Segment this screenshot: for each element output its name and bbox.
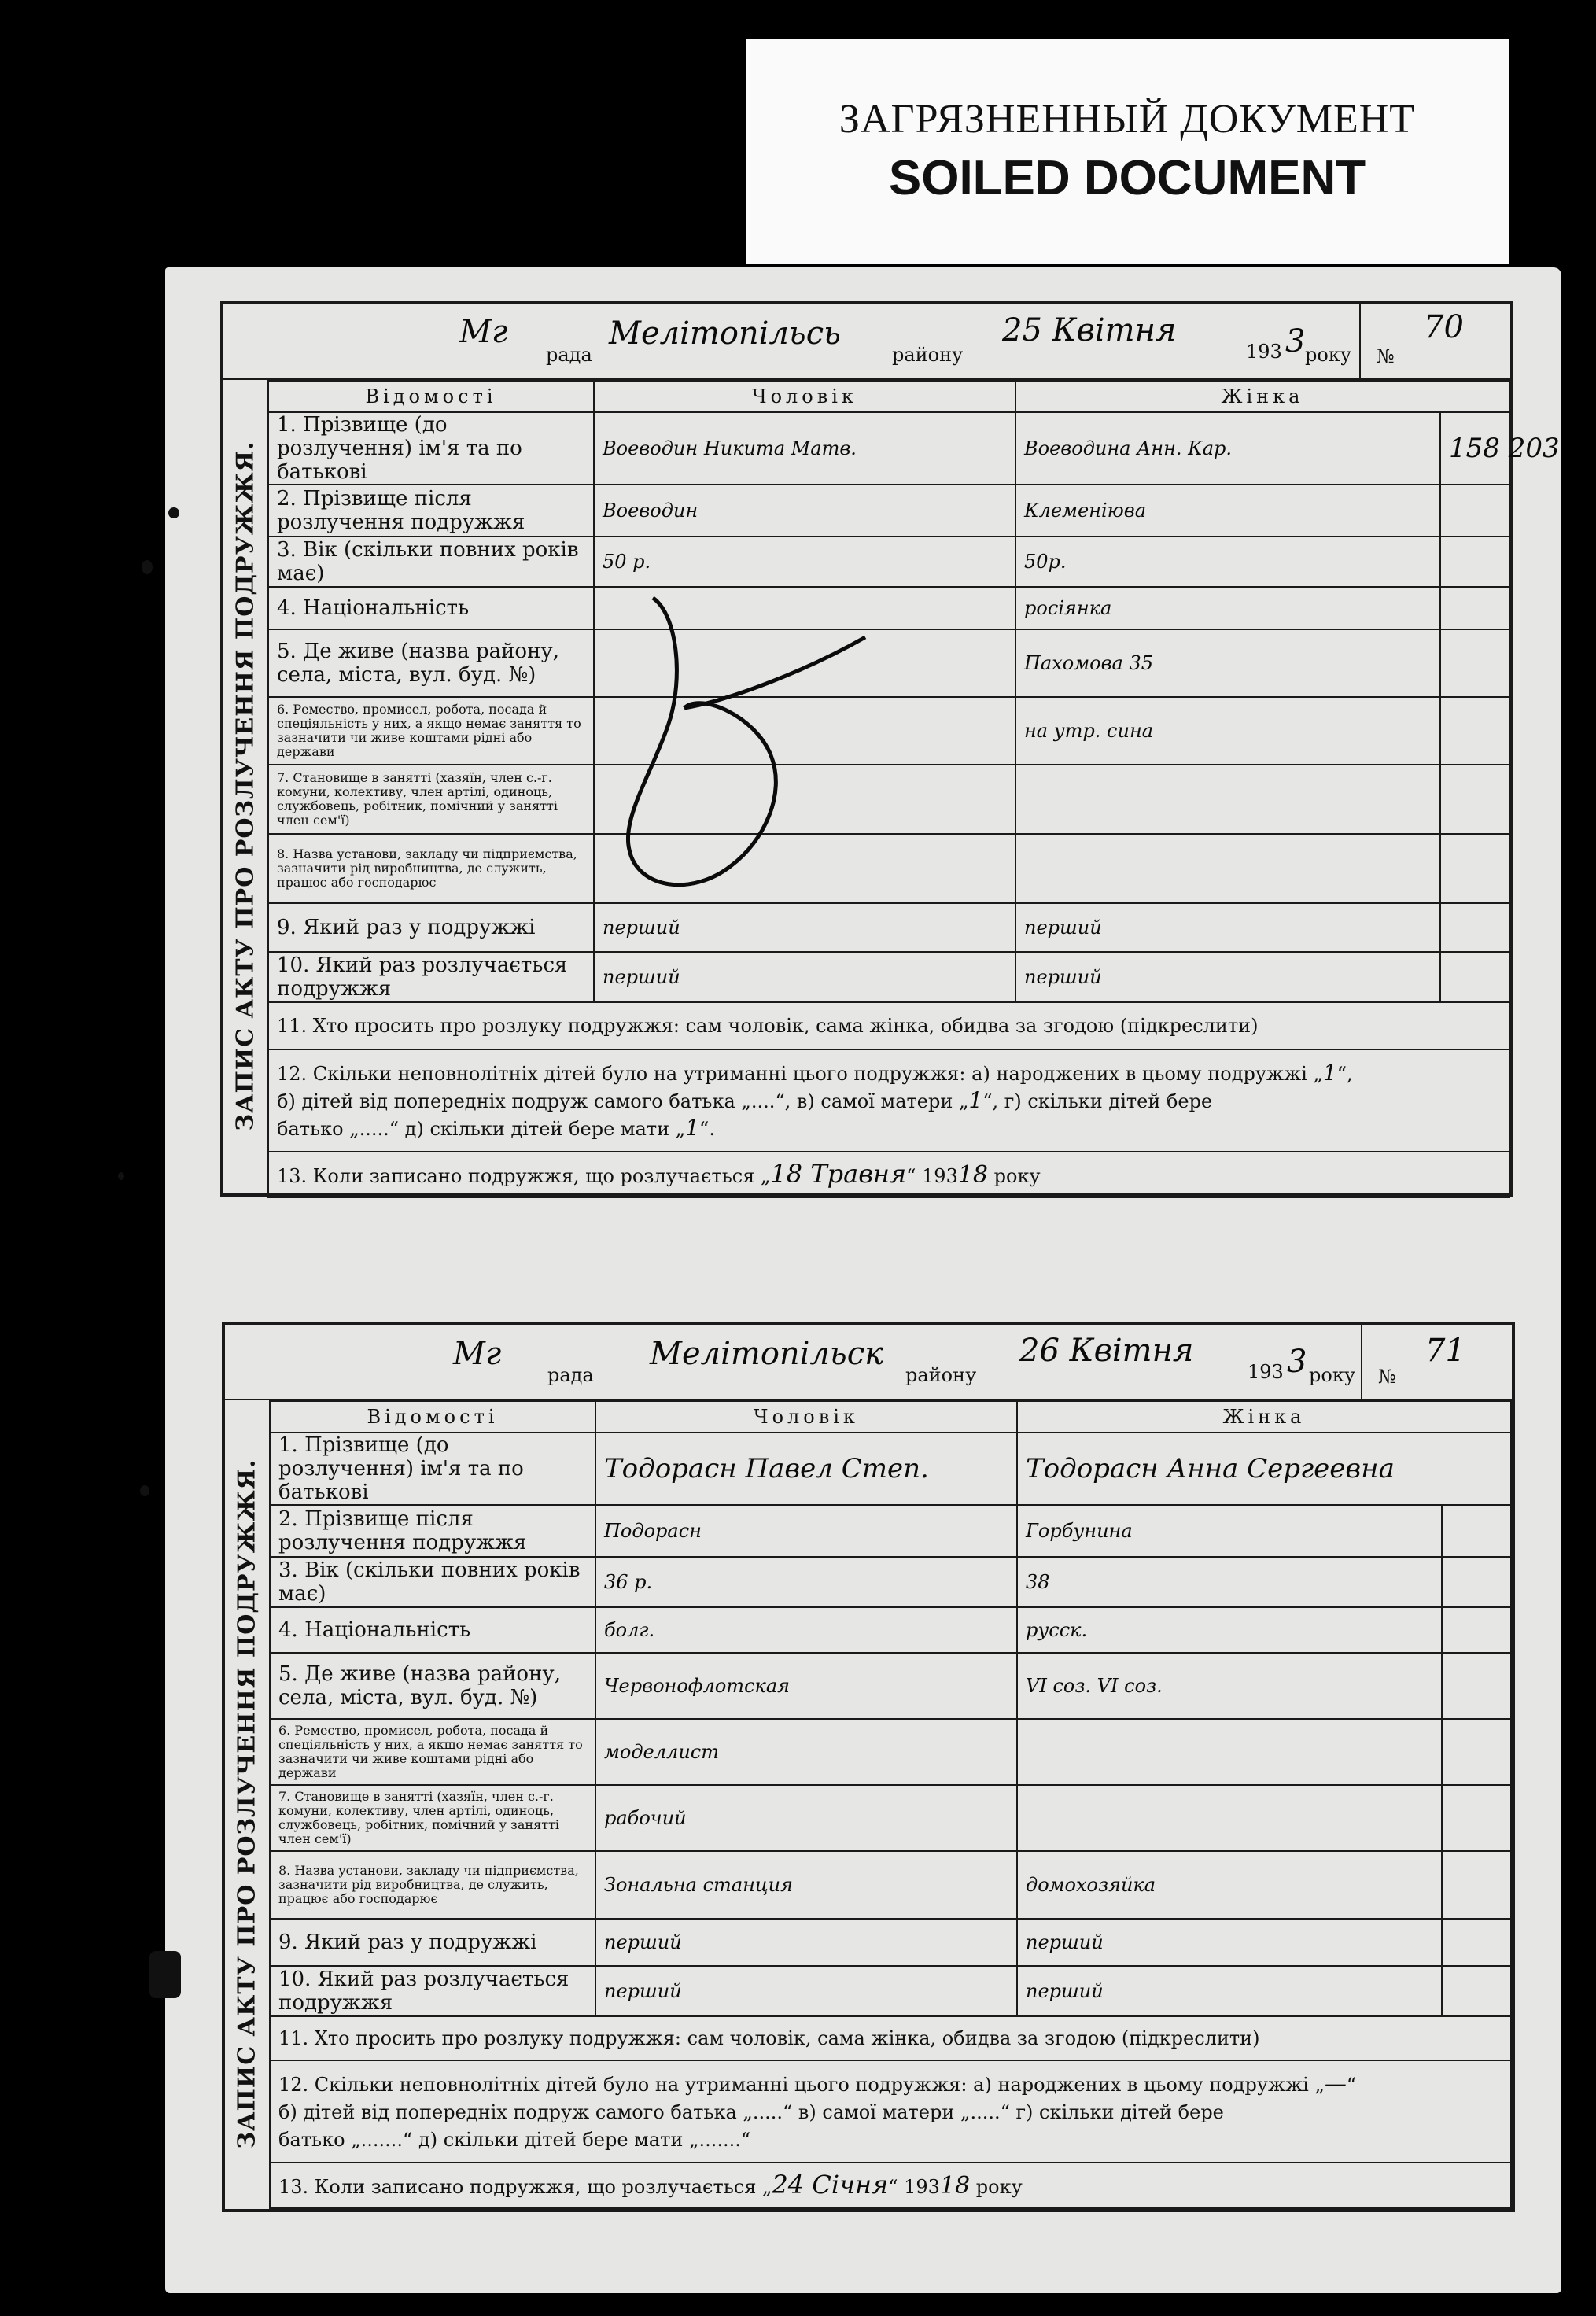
row-11-requester: 11. Хто просить про розлуку подружжя: сам чоловік, сама жінка, обидва за згодою (підкреслити) — [270, 2016, 1511, 2060]
table-row — [270, 2060, 1511, 2163]
row-label: 7. Становище в занятті (хазяїн, член с.-г. комуни, колективу, член артілі, одиноць, службовець, робітник, помічний у занятті член сем'ї) — [268, 765, 594, 834]
margin-cell — [1442, 1653, 1511, 1719]
row-label: 2. Прізвище після розлучення подружжя — [270, 1505, 595, 1557]
row-label: 1. Прізвище (до розлучення) ім'я та по батькові — [270, 1433, 595, 1505]
table-row — [270, 1653, 1511, 1719]
table-header-row — [270, 1401, 1511, 1433]
rada-value: Мг — [459, 314, 508, 350]
children-label-d: г) скільки дітей бере — [1015, 2100, 1224, 2123]
man-value: Тодорасн Павел Степ. — [595, 1433, 1017, 1505]
man-value: рабочий — [595, 1785, 1017, 1851]
margin-cell — [1440, 587, 1509, 629]
record-number: 71 — [1425, 1333, 1465, 1369]
stamp-russian-text: ЗАГРЯЗНЕННЫЙ ДОКУМЕНТ — [839, 97, 1416, 142]
record-number-box — [1359, 304, 1510, 378]
table-row — [270, 1966, 1511, 2016]
married-roku: року — [975, 2175, 1023, 2198]
cancellation-scribble — [606, 582, 873, 913]
table-row — [268, 587, 1509, 629]
table-header-row — [268, 381, 1509, 412]
woman-value: Горбунина — [1017, 1505, 1442, 1557]
stamp-english-text: SOILED DOCUMENT — [888, 151, 1366, 205]
woman-value: перший — [1017, 1966, 1442, 2016]
children-label-e: батько — [277, 1117, 344, 1140]
number-sign: № — [1377, 345, 1395, 367]
table-row — [270, 1851, 1511, 1919]
side-title-text: ЗАПИС АКТУ ПРО РОЗЛУЧЕННЯ ПОДРУЖЖЯ. — [233, 1459, 261, 2149]
woman-value: Пахомова 35 — [1015, 629, 1440, 697]
table-row — [268, 629, 1509, 697]
row-label: 6. Ремество, промисел, робота, посада й спеціяльність у них, а якщо немає заняття то зазначити чи живе коштами рідні або держави — [268, 697, 594, 765]
woman-value: Тодорасн Анна Сергеевна — [1017, 1433, 1511, 1505]
record-body — [225, 1400, 1512, 2207]
year-digit: 3 — [1285, 323, 1306, 360]
number-sign: № — [1378, 1366, 1396, 1388]
table-row — [268, 537, 1509, 587]
record-number-box — [1361, 1325, 1512, 1399]
margin-cell — [1440, 697, 1509, 765]
row-label: 6. Ремество, промисел, робота, посада й спеціяльність у них, а якщо немає заняття то зазначити чи живе коштами рідні або держави — [270, 1719, 595, 1785]
row-label: 3. Вік (скільки повних років має) — [268, 537, 594, 587]
row-13-married: 13. Коли записано подружжя, що розлучається „24 Січня“ 19318 року — [270, 2163, 1511, 2208]
margin-cell — [1440, 765, 1509, 834]
man-value: Червонофлотская — [595, 1653, 1017, 1719]
woman-value: Воеводина Анн. Кар. — [1015, 412, 1440, 485]
year-prefix: 193 — [1248, 1361, 1284, 1383]
row-label: 10. Який раз розлучається подружжя — [270, 1966, 595, 2016]
table-row — [268, 485, 1509, 537]
margin-note: 158 203 — [1449, 433, 1560, 464]
table-row — [270, 2016, 1511, 2060]
record-header-line — [223, 304, 1510, 380]
ink-speck — [168, 507, 179, 518]
roku-label: року — [1305, 344, 1351, 366]
margin-cell — [1440, 412, 1560, 485]
rada-value: Мг — [453, 1336, 502, 1372]
children-this-marriage: — — [1324, 2070, 1347, 2097]
table-row — [268, 1002, 1509, 1049]
man-value: 50 р. — [594, 537, 1015, 587]
margin-cell — [1442, 1966, 1511, 2016]
side-title — [223, 380, 269, 1192]
woman-value: на утр. сина — [1015, 697, 1440, 765]
side-title — [225, 1400, 271, 2207]
row-12-children: 12. Скільки неповнолітніх дітей було на утриманні цього подружжя: а) народжених в цьому подружжі „1“, б) дітей від попередніх подруж самого батька „....“, в) самої матери „1“, г) скільки дітей бере батько „.....“ д) скільки дітей бере мати „1“. — [268, 1049, 1509, 1152]
row-label: 4. Національність — [270, 1607, 595, 1653]
margin-cell — [1442, 1607, 1511, 1653]
record-table — [269, 1400, 1512, 2209]
table-row — [270, 2163, 1511, 2208]
margin-cell — [1442, 1719, 1511, 1785]
record-header-line — [225, 1325, 1512, 1400]
married-label: 13. Коли записано подружжя, що розлучається — [277, 1164, 755, 1187]
man-value: Воеводин — [594, 485, 1015, 537]
soiled-document-stamp — [746, 39, 1509, 264]
children-label-c: в) самої матери — [796, 1090, 953, 1112]
table-row — [268, 952, 1509, 1002]
children-label-a: 12. Скільки неповнолітніх дітей було на утриманні цього подружжя: а) народжених в цьому подружжі — [278, 2073, 1309, 2096]
children-label-b: б) дітей від попередніх подруж самого батька — [278, 2100, 737, 2123]
margin-cell — [1440, 629, 1509, 697]
rayon-label: району — [905, 1364, 977, 1386]
married-year-prefix: 193 — [904, 2175, 940, 2198]
woman-value: 38 — [1017, 1557, 1442, 1607]
row-label: 7. Становище в занятті (хазяїн, член с.-г. комуни, колективу, член артілі, одиноць, службовець, робітник, помічний у занятті член сем'ї) — [270, 1785, 595, 1851]
woman-value: Клеменіюва — [1015, 485, 1440, 537]
man-value: Зональна станция — [595, 1851, 1017, 1919]
row-label: 2. Прізвище після розлучення подружжя — [268, 485, 594, 537]
table-row — [270, 1785, 1511, 1851]
married-year-prefix: 193 — [922, 1164, 958, 1187]
rayon-value: Мелітопільск — [650, 1336, 883, 1372]
row-label: 9. Який раз у подружжі — [268, 903, 594, 952]
table-row — [268, 1152, 1509, 1197]
married-date: 18 Травня — [770, 1158, 907, 1189]
children-label-f: д) скільки дітей бере мати — [418, 2128, 684, 2151]
margin-cell — [1442, 1919, 1511, 1966]
woman-value: перший — [1015, 903, 1440, 952]
woman-value: 50р. — [1015, 537, 1440, 587]
punch-hole — [149, 1951, 181, 1998]
woman-value — [1017, 1785, 1442, 1851]
margin-cell — [1440, 903, 1509, 952]
record-date: 25 Квітня — [1002, 312, 1177, 349]
col-header-info: Відомості — [270, 1401, 595, 1433]
row-label: 8. Назва установи, закладу чи підприємства, зазначити рід виробництва, де служить, працює або господарює — [268, 834, 594, 903]
woman-value — [1015, 834, 1440, 903]
married-date: 24 Січня — [772, 2169, 889, 2200]
children-label-a: 12. Скільки неповнолітніх дітей було на утриманні цього подружжя: а) народжених в цьому подружжі — [277, 1062, 1307, 1085]
margin-cell — [1440, 485, 1509, 537]
margin-cell — [1440, 537, 1509, 587]
table-row — [268, 834, 1509, 903]
man-value: Подорасн — [595, 1505, 1017, 1557]
table-row — [270, 1433, 1511, 1505]
man-value: перший — [594, 952, 1015, 1002]
table-row — [270, 1719, 1511, 1785]
margin-cell — [1442, 1505, 1511, 1557]
ink-speck — [140, 1485, 149, 1496]
married-roku: року — [993, 1164, 1041, 1187]
row-label: 8. Назва установи, закладу чи підприємства, зазначити рід виробництва, де служить, працює або господарює — [270, 1851, 595, 1919]
table-row — [270, 1505, 1511, 1557]
table-row — [268, 765, 1509, 834]
row-12-children: 12. Скільки неповнолітніх дітей було на утриманні цього подружжя: а) народжених в цьому подружжі „—“ б) дітей від попередніх подруж самого батька „.....“ в) самої матери „.....“ г) скільки дітей бере батько „.......“ д) скільки дітей бере мати „.......“ — [270, 2060, 1511, 2163]
col-header-info: Відомості — [268, 381, 594, 412]
married-label: 13. Коли записано подружжя, що розлучається — [278, 2175, 757, 2198]
col-header-man: Чоловік — [595, 1401, 1017, 1433]
table-row — [268, 1049, 1509, 1152]
married-year: 18 — [957, 1160, 989, 1189]
man-value: перший — [595, 1966, 1017, 2016]
ink-speck — [142, 560, 153, 574]
rayon-value: Мелітопільсь — [609, 315, 841, 352]
row-label: 4. Національність — [268, 587, 594, 629]
record-table — [267, 380, 1560, 1198]
man-value: болг. — [595, 1607, 1017, 1653]
man-value: моделлист — [595, 1719, 1017, 1785]
table-row — [268, 412, 1509, 485]
rayon-label: району — [892, 344, 964, 366]
year-prefix: 193 — [1246, 341, 1282, 363]
row-label: 1. Прізвище (до розлучення) ім'я та по батькові — [268, 412, 594, 485]
side-title-text: ЗАПИС АКТУ ПРО РОЗЛУЧЕННЯ ПОДРУЖЖЯ. — [231, 441, 260, 1131]
children-label-e: батько — [278, 2128, 345, 2151]
mother-takes: 1 — [685, 1114, 700, 1141]
woman-value — [1015, 765, 1440, 834]
married-year: 18 — [939, 2171, 971, 2200]
rada-label: рада — [546, 344, 592, 366]
table-row — [270, 1557, 1511, 1607]
woman-value: русск. — [1017, 1607, 1442, 1653]
children-label-b: б) дітей від попередніх подруж самого батька — [277, 1090, 735, 1112]
woman-value: перший — [1017, 1919, 1442, 1966]
row-label: 5. Де живе (назва району, села, міста, вул. буд. №) — [268, 629, 594, 697]
rada-label: рада — [547, 1364, 594, 1386]
ink-speck — [118, 1172, 124, 1180]
man-value: 36 р. — [595, 1557, 1017, 1607]
col-header-woman: Жінка — [1017, 1401, 1511, 1433]
woman-value: VI соз. VI соз. — [1017, 1653, 1442, 1719]
record-table-wrap — [269, 1400, 1512, 2207]
table-row — [270, 1607, 1511, 1653]
children-this-marriage: 1 — [1322, 1059, 1337, 1086]
man-value: Воеводин Никита Матв. — [594, 412, 1015, 485]
divorce-record-form-2 — [222, 1322, 1515, 2212]
table-row — [268, 697, 1509, 765]
row-label: 9. Який раз у подружжі — [270, 1919, 595, 1966]
table-row — [270, 1919, 1511, 1966]
row-label: 5. Де живе (назва району, села, міста, вул. буд. №) — [270, 1653, 595, 1719]
record-number: 70 — [1424, 309, 1464, 345]
margin-cell — [1442, 1851, 1511, 1919]
woman-value: домохозяйка — [1017, 1851, 1442, 1919]
year-digit: 3 — [1287, 1344, 1307, 1380]
margin-cell — [1440, 952, 1509, 1002]
man-value: перший — [594, 903, 1015, 952]
row-label: 10. Який раз розлучається подружжя — [268, 952, 594, 1002]
record-table-wrap — [267, 380, 1560, 1192]
margin-cell — [1440, 834, 1509, 903]
row-13-married: 13. Коли записано подружжя, що розлучається „18 Травня“ 19318 року — [268, 1152, 1509, 1197]
margin-cell — [1442, 1557, 1511, 1607]
children-label-f: д) скільки дітей бере мати — [404, 1117, 670, 1140]
row-label: 3. Вік (скільки повних років має) — [270, 1557, 595, 1607]
woman-value: росіянка — [1015, 587, 1440, 629]
row-11-requester: 11. Хто просить про розлуку подружжя: сам чоловік, сама жінка, обидва за згодою (підкреслити) — [268, 1002, 1509, 1049]
woman-value — [1017, 1719, 1442, 1785]
table-row — [268, 903, 1509, 952]
man-value: перший — [595, 1919, 1017, 1966]
margin-cell — [1442, 1785, 1511, 1851]
children-label-c: в) самої матери — [798, 2100, 955, 2123]
col-header-woman: Жінка — [1015, 381, 1509, 412]
record-date: 26 Квітня — [1019, 1333, 1194, 1369]
col-header-man: Чоловік — [594, 381, 1015, 412]
children-mother: 1 — [968, 1086, 983, 1113]
roku-label: року — [1309, 1364, 1355, 1386]
children-label-d: г) скільки дітей бере — [1004, 1090, 1213, 1112]
woman-value: перший — [1015, 952, 1440, 1002]
